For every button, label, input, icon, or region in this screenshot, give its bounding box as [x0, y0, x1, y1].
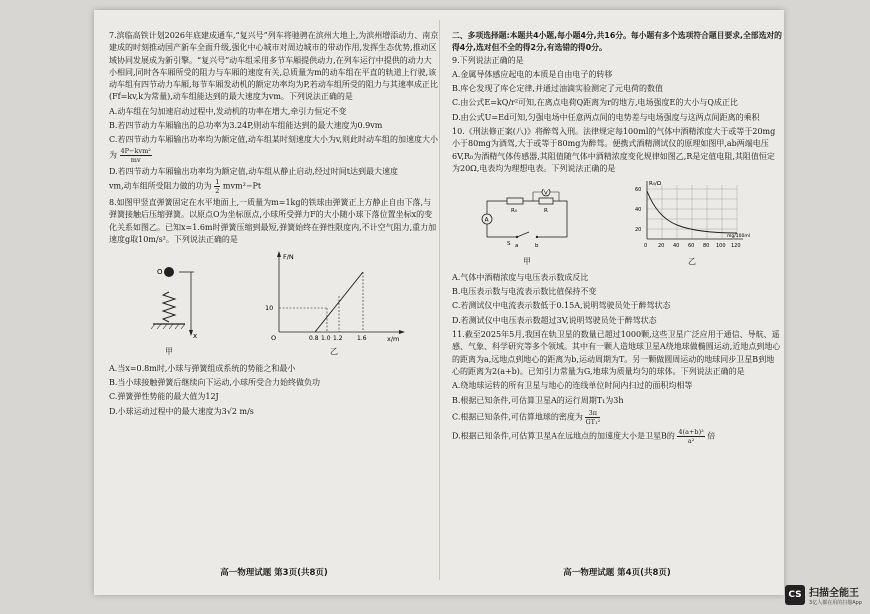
voltmeter-label: V — [544, 190, 548, 197]
q7-option-d-line2: vm,动车组所受阻力做的功为 — [109, 181, 212, 191]
q9-option-c: C.由公式E=kQ/r²可知,在离点电荷Q距离为r的地方,电场强度E的大小与Q成正比 — [452, 98, 738, 108]
q10-fig-left-caption: 甲 — [523, 256, 531, 266]
q10-figure-graph — [627, 179, 757, 268]
question-7 — [109, 30, 439, 195]
q7-d-denominator: 2 — [215, 186, 220, 195]
q10-figure-circuit — [477, 189, 577, 268]
r0-label: R₀ — [511, 208, 518, 215]
q11-option-d-fraction — [677, 428, 704, 445]
q9-option-b: B.库仑发现了库仑定律,并通过油滴实验测定了元电荷的数值 — [452, 84, 663, 94]
page-4-footer: 高一物理试题 第4页(共8页) — [563, 567, 671, 578]
q7-c-denominator: mv — [130, 155, 141, 164]
q10-fig-right-caption: 乙 — [688, 256, 696, 266]
q10-option-d: D.若测试仪中电压表示数超过3V,说明驾驶员处于醉驾状态 — [452, 315, 657, 325]
graph-grid — [647, 185, 737, 239]
r-graph-y-tick-40: 40 — [635, 207, 642, 214]
q7-option-d — [109, 166, 439, 195]
q7-option-d-line1: D.若四节动力车厢输出功率均为额定值,动车组从静止启动,经过时间t达到最大速度 — [109, 166, 398, 176]
q11-option-d-tail: 倍 — [707, 431, 716, 441]
page-3-footer: 高一物理试题 第3页(共8页) — [220, 567, 328, 578]
q8-figure-graph — [259, 250, 409, 359]
q10-figures — [452, 179, 782, 268]
q9-option-d: D.由公式U=Ed可知,匀强电场中任意两点间的电势差与电场强度与这两点间距离的乘积 — [452, 112, 760, 122]
q7-option-a: A.动车组在匀加速启动过程中,发动机的功率在增大,牵引力恒定不变 — [109, 106, 347, 116]
q11-option-c — [452, 409, 782, 426]
spring-origin-label: O — [157, 268, 163, 277]
r-graph-x-tick-60: 60 — [688, 243, 695, 250]
circuit-loop — [484, 201, 567, 237]
q11-option-d — [452, 428, 782, 445]
r-resistor — [539, 198, 553, 204]
graph-x-tick-16: 1.6 — [357, 335, 367, 343]
q8-option-a: A.当x=0.8m时,小球与弹簧组成系统的势能之和最小 — [109, 363, 296, 373]
q7-c-numerator: 4P−kvm² — [120, 146, 151, 155]
question-10 — [452, 126, 782, 327]
q8-figure-spring — [139, 252, 199, 359]
x-axis-label: x — [193, 332, 198, 341]
switch-label: S — [507, 241, 511, 248]
r-graph-x-tick-120: 120 — [731, 243, 741, 250]
q8-fig-right-caption: 乙 — [330, 347, 338, 357]
ammeter-label: A — [484, 216, 489, 224]
page-divider — [439, 20, 440, 580]
q7-option-c-text: C.若四节动力车厢输出功率均为额定值,动车组某时刻速度大小为v,则此时动车组的加速度大小为 — [109, 135, 439, 160]
force-position-graph — [259, 250, 409, 342]
graph-x-arrow-icon — [399, 330, 405, 334]
q11-c-denominator: GT₁² — [585, 417, 601, 426]
q10-option-b: B.电压表示数与电流表示数比值保持不变 — [452, 287, 597, 297]
watermark-tagline: 3亿人都在用的扫描App — [809, 600, 862, 606]
q11-option-b: B.根据已知条件,可估算卫星A的运行周期T₁为3h — [452, 395, 624, 405]
r-graph-x-tick-0: 0 — [644, 243, 648, 250]
graph-origin-label: O — [271, 334, 277, 343]
switch-gap — [517, 234, 537, 240]
q11-option-c-text: C.根据已知条件,可估算地球的密度为 — [452, 412, 583, 422]
q8-fig-left-caption: 甲 — [165, 347, 173, 357]
spring-diagram — [139, 252, 199, 342]
q7-option-c — [109, 134, 439, 163]
q9-option-a: A.金属导体感应起电的本质是自由电子的转移 — [452, 69, 613, 79]
q10-option-a: A.气体中酒精浓度与电压表示数成反比 — [452, 272, 589, 282]
terminal-b-label: b — [535, 243, 539, 250]
r-graph-x-tick-40: 40 — [673, 243, 680, 250]
page-3 — [109, 30, 439, 585]
r-label: R — [544, 208, 548, 215]
q9-stem: 9.下列说法正确的是 — [452, 55, 524, 65]
r-graph-y-tick-20: 20 — [635, 227, 642, 234]
graph-x-tick-12: 1.2 — [333, 335, 343, 343]
q11-d-numerator: 4(a+b)² — [678, 427, 704, 436]
r-graph-y-label: R₀/Ω — [649, 181, 662, 188]
q11-stem: 11.截至2025年5月,我国在轨卫星的数量已超过1000颗,这些卫星广泛应用于通信、导航、遥感、气象、科学研究等多个领域。其中有一颗人造地球卫星A绕地球做椭圆运动,近地点到地心的距离为a,远地点到地心的距离为b,运动周期为T。另一颗做圆周运动的地球同步卫星B到地心的距离为2(a+b)。已知引力常量为G,地球为质量均匀的球体。下列说法正确的是 — [452, 330, 781, 376]
camscanner-logo-icon: CS — [785, 585, 805, 605]
exam-sheet — [94, 10, 784, 595]
question-9 — [452, 55, 782, 124]
r-graph-x-tick-20: 20 — [658, 243, 665, 250]
q11-option-d-text: D.根据已知条件,可估算卫星A在远地点的加速度大小是卫星B的 — [452, 431, 675, 441]
q8-option-c: C.弹簧弹性势能的最大值为12J — [109, 392, 219, 402]
ground-hatch — [151, 324, 185, 329]
q8-option-b: B.当小球接触弹簧后继续向下运动,小球所受合力始终做负功 — [109, 378, 320, 388]
question-8 — [109, 197, 439, 418]
terminal-a-dot — [516, 236, 518, 238]
q7-option-d-fraction — [214, 178, 220, 195]
scanner-watermark — [785, 584, 862, 606]
watermark-text — [809, 584, 862, 606]
q11-c-numerator: 3π — [585, 409, 600, 418]
r0-resistor — [507, 198, 523, 204]
r-graph-x-tick-100: 100 — [716, 243, 726, 250]
spring-coil — [163, 292, 175, 322]
terminal-b-dot — [536, 236, 538, 238]
ball-icon — [164, 267, 174, 277]
section-multiple-choice-heading: 二、多项选择题:本题共4小题,每小题4分,共16分。每小题有多个选项符合题目要求,全部选对的得4分,选对但不全的得2分,有选错的得0分。 — [452, 31, 782, 53]
graph-x-tick-10: 1.0 — [321, 335, 331, 343]
question-11 — [452, 329, 782, 445]
terminal-a-label: a — [515, 243, 519, 250]
resistance-concentration-graph — [627, 179, 757, 251]
q7-option-d-tail: mvm²−Pt — [222, 181, 262, 191]
graph-y-arrow-icon — [277, 251, 281, 257]
page-4 — [452, 30, 782, 585]
r-graph-y-tick-60: 60 — [635, 187, 642, 194]
q11-option-c-fraction — [585, 409, 600, 426]
r-graph-x-label: mg/100ml — [727, 234, 750, 240]
q11-d-denominator: a² — [687, 436, 695, 445]
circuit-diagram — [477, 189, 577, 251]
q7-option-c-fraction — [120, 147, 152, 164]
graph-x-label: x/m — [387, 335, 400, 343]
q8-figures — [109, 250, 439, 359]
q7-option-b: B.若四节动力车厢输出的总功率为3.24P,则动车组能达到的最大速度为0.9vm — [109, 121, 383, 131]
q10-stem: 10.《刑法修正案(八)》将醉驾入刑。法律规定每100ml的气体中酒精浓度大于或等于20mg小于80mg为酒驾,大于或等于80mg为醉驾。便携式酒精测试仪的原理如图甲,ab两端电压6V,R₀为酒精气体传感器,其阻值随气体中酒精浓度变化规律如图乙,R是定值电阻,其阻值恒定为20Ω,电表均为理想电表。下列说法正确的是 — [452, 127, 776, 173]
graph-y-tick-10: 10 — [265, 304, 274, 313]
graph-y-label: F/N — [283, 253, 294, 262]
q8-stem: 8.如图甲竖直弹簧固定在水平地面上,一质量为m=1kg的铁球由弹簧正上方静止自由下落,与弹簧接触后压缩弹簧。以原点O为坐标原点,小球所受弹力F的大小随小球下落位置坐标x的变化关系如图乙。已知x=1.6m时弹簧压缩到最短,弹簧始终在弹性限度内,不计空气阻力,重力加速度g取10m/s²。下列说法正确的是 — [109, 197, 437, 244]
q11-option-a: A.绕地球运转的所有卫星与地心的连线单位时间内扫过的面积均相等 — [452, 381, 693, 391]
graph-x-tick-08: 0.8 — [309, 335, 319, 343]
r-graph-x-tick-80: 80 — [703, 243, 710, 250]
watermark-app-name: 扫描全能王 — [809, 588, 860, 599]
graph-force-line — [315, 272, 363, 332]
q10-option-c: C.若测试仪中电流表示数低于0.15A,说明驾驶员处于醉驾状态 — [452, 301, 671, 311]
q7-stem: 7.滨临高铁计划2026年底建成通车,“复兴号”列车将驰骋在滨州大地上,为滨州增添动力、南京建成的时刻推动国产新车全面升级,强化中心城市对周边城市的带动作用,发挥生态优势,推动区域协同发展成为新引擎。“复兴号”动车组采用多节车厢提供动力,在列车运行中提供的动力大小相同,同时各车厢所受的阻力与车厢的速度有关,总质量为m的动车组在平直的轨道上行驶,该动车组有四节动力车厢,每节车厢发动机的额定功率均为P,若动车组所受的阻力与其速率成正比(Ff=kv,k为常量),动车组能达到的最大速度为vm。下列说法正确的是 — [109, 31, 439, 102]
q8-option-d: D.小球运动过程中的最大速度为3√2 m/s — [109, 406, 254, 416]
q7-d-numerator: 1 — [215, 177, 220, 186]
